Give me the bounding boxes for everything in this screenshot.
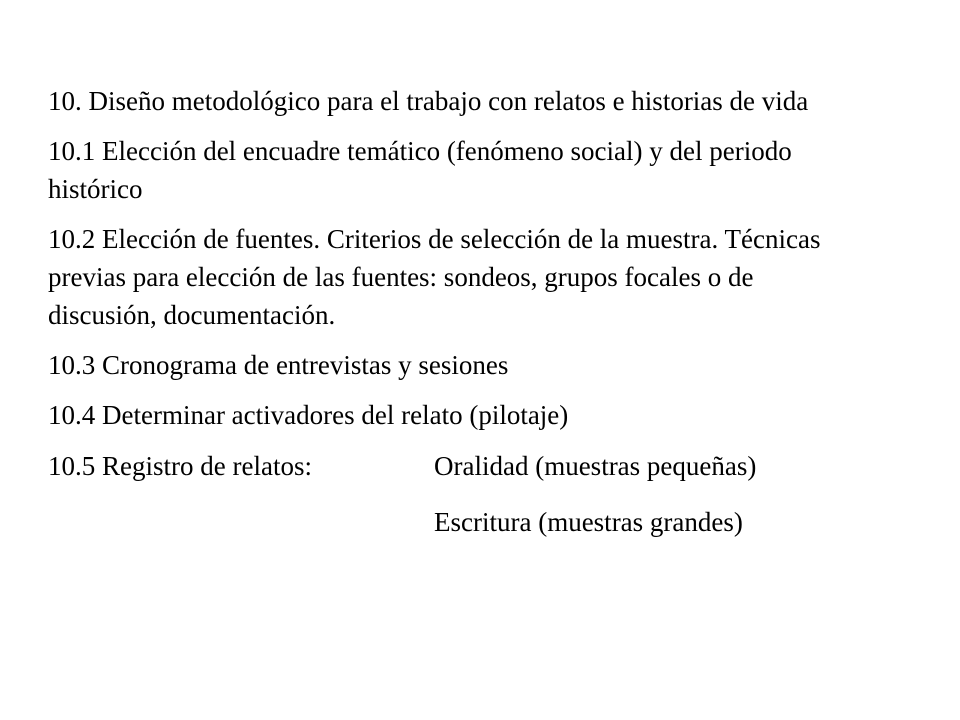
item-10-1: 10.1 Elección del encuadre temático (fenómeno social) y del periodo histórico bbox=[48, 136, 792, 204]
slide-content bbox=[48, 82, 868, 559]
registro-option-oralidad: Oralidad (muestras pequeñas) bbox=[434, 451, 757, 481]
item-10-2: 10.2 Elección de fuentes. Criterios de selección de la muestra. Técnicas previas para elección de las fuentes: sondeos, grupos focales o de discusión, documentación. bbox=[48, 224, 821, 330]
registro-row bbox=[48, 447, 868, 485]
registro-option-escritura: Escritura (muestras grandes) bbox=[434, 507, 743, 537]
registro-label: 10.5 Registro de relatos: bbox=[48, 451, 312, 481]
registro-row-2 bbox=[48, 503, 868, 541]
item-10-4: 10.4 Determinar activadores del relato (pilotaje) bbox=[48, 400, 569, 430]
section-heading: 10. Diseño metodológico para el trabajo con relatos e historias de vida bbox=[48, 86, 809, 116]
item-10-3: 10.3 Cronograma de entrevistas y sesiones bbox=[48, 350, 509, 380]
